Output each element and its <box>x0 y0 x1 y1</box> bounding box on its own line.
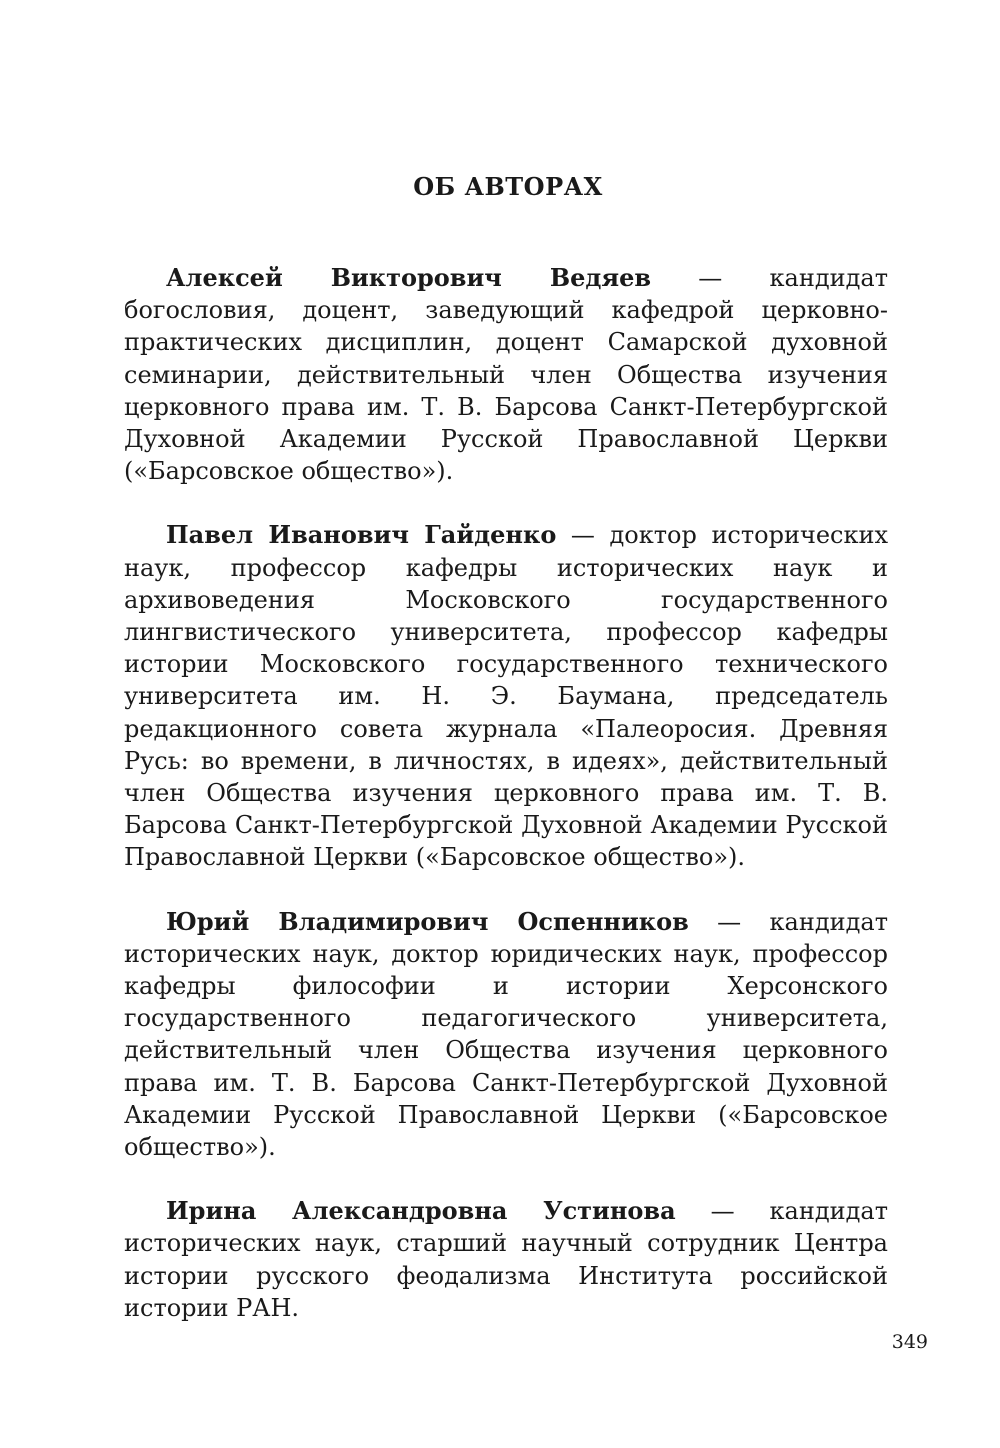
author-entry <box>124 1195 888 1324</box>
page-number: 349 <box>891 1331 928 1353</box>
page-title: ОБ АВТОРАХ <box>413 172 603 201</box>
author-entry <box>124 262 888 487</box>
author-dash: — <box>675 1197 770 1226</box>
author-description: кандидат исторических наук, старший научный сотрудник Центра истории русского феодализма Института российской истории РАН. <box>124 1197 888 1322</box>
author-name: Ирина Александровна Устинова <box>166 1196 676 1226</box>
author-dash: — <box>651 264 770 292</box>
author-dash: — <box>688 907 770 936</box>
author-entry <box>124 519 888 873</box>
author-description: кандидат богословия, доцент, заведующий кафедрой церковно-практических дисциплин, доцент Самарской духовной семинарии, действительный член Общества изучения церковного права им. Т. В. Барсова Санкт-Петербургской Духовной Академии Русской Православной Церкви («Барсовское общество»). <box>124 264 888 486</box>
author-description: доктор исторических наук, профессор кафедры исторических наук и архивоведения Московского государственного лингвистического университета, профессор кафедры истории Московского государственного технического университета им. Н. Э. Баумана, председатель редакционного совета журнала «Палеоросия. Древняя Русь: во времени, в личностях, в идеях», действительный член Общества изучения церковного права им. Т. В. Барсова Санкт-Петербургской Духовной Академии Русской Православной Церкви («Барсовское общество»). <box>124 521 889 872</box>
author-entry <box>124 906 888 1164</box>
author-description: кандидат исторических наук, доктор юридических наук, профессор кафедры философии и истории Херсонского государственного педагогического университета, действительный член Общества изучения церковного права им. Т. В. Барсова Санкт-Петербургской Духовной Академии Русской Православной Церкви («Барсовское общество»). <box>124 907 888 1162</box>
author-name: Юрий Владимирович Оспенников <box>166 906 689 936</box>
authors-list <box>124 262 888 1356</box>
author-name: Алексей Викторович Ведяев <box>166 263 652 292</box>
author-dash: — <box>556 521 610 550</box>
author-name: Павел Иванович Гайденко <box>166 520 557 550</box>
